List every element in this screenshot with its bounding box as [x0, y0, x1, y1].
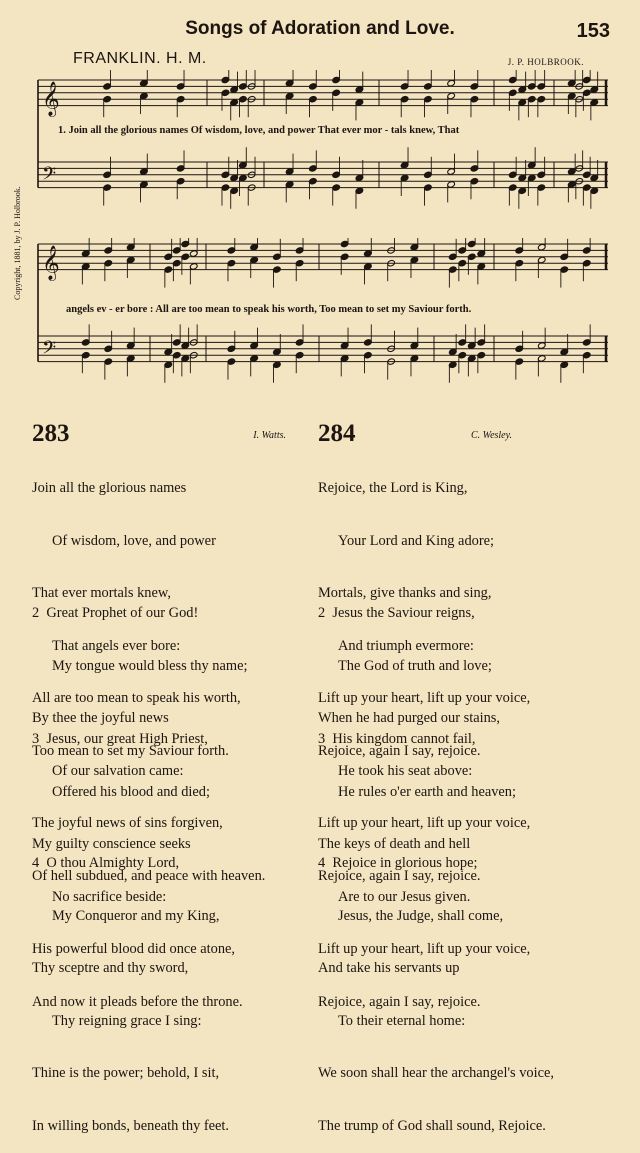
verse-line: In willing bonds, beneath thy feet. — [32, 1117, 230, 1134]
page-title: Songs of Adoration and Love. — [185, 18, 455, 39]
verse-line: The joyful news of sins forgiven, — [32, 815, 223, 831]
verse-line: His powerful blood did once atone, — [32, 941, 236, 957]
music-system-1 — [34, 70, 612, 212]
verse-line: That angels ever bore: — [52, 637, 181, 654]
verse-line: 4 O thou Almighty Lord, — [32, 855, 180, 871]
verse-line: And triumph evermore: — [338, 637, 474, 654]
music-staff-image — [34, 70, 612, 212]
verse-line: 4 Rejoice in glorious hope; — [318, 855, 478, 871]
verse-line: The trump of God shall sound, Rejoice. — [318, 1117, 546, 1134]
verse-line: 2 Jesus the Saviour reigns, — [318, 605, 475, 621]
hymn-283 — [32, 420, 292, 448]
verse-line: Rejoice, again I say, rejoice. — [318, 993, 481, 1010]
hymn-number: 284 — [318, 420, 356, 447]
hymn-author: C. Wesley. — [470, 430, 512, 441]
verse-line: All are too mean to speak his worth, — [32, 690, 241, 706]
lyric-underlay-2: angels ev - er bore : All are too mean to speak his worth, Too mean to set my Saviour forth. — [66, 304, 472, 315]
verse-line: 3 His kingdom cannot fail, — [318, 731, 476, 747]
svg-text:𝄞: 𝄞 — [42, 245, 60, 281]
verse-line: Too mean to set my Saviour forth. — [32, 742, 229, 759]
composer: J. P. HOLBROOK. — [507, 57, 584, 67]
verse-line: 3 Jesus, our great High Priest, — [32, 731, 208, 747]
verse-line: That ever mortals knew, — [32, 585, 171, 601]
copyright-notice: Copyright, 1881, by J. P. Holbrook. — [13, 186, 22, 300]
verse-line: The keys of death and hell — [318, 836, 471, 852]
verse-line: Rejoice, again I say, rejoice. — [318, 867, 481, 884]
verse-line: Thine is the power; behold, I sit, — [32, 1065, 220, 1081]
hymn-number: 283 — [32, 420, 70, 447]
verse-line: Rejoice, the Lord is King, — [318, 480, 468, 496]
svg-text:𝄢: 𝄢 — [42, 164, 57, 190]
verse-line: My Conqueror and my King, — [52, 907, 220, 924]
verse-line: Lift up your heart, lift up your voice, — [318, 941, 531, 957]
verse-line: When he had purged our stains, — [318, 710, 500, 726]
verse-line: Mortals, give thanks and sing, — [318, 585, 492, 601]
tune-name: FRANKLIN. H. M. — [73, 50, 207, 67]
verse-line: Thy sceptre and thy sword, — [32, 960, 189, 976]
hymn-284-verses — [318, 820, 554, 1153]
verse-line: 2 Great Prophet of our God! — [32, 605, 199, 621]
verse-line: He rules o'er earth and heaven; — [338, 783, 516, 800]
verse-line: Lift up your heart, lift up your voice, — [318, 690, 531, 706]
verse-line: Of our salvation came: — [52, 762, 184, 779]
hymn-284 — [318, 420, 518, 448]
verse-line: Jesus, the Judge, shall come, — [338, 907, 504, 924]
verse-line: The God of truth and love; — [338, 657, 492, 674]
verse-line: Your Lord and King adore; — [338, 532, 495, 549]
verse-line: Thy reigning grace I sing: — [52, 1012, 202, 1029]
hymn-author: I. Watts. — [253, 430, 286, 441]
verse-line: My guilty conscience seeks — [32, 836, 191, 852]
verse-line: No sacrifice beside: — [52, 888, 167, 905]
verse-line: Lift up your heart, lift up your voice, — [318, 815, 531, 831]
verse-line: Of wisdom, love, and power — [52, 532, 216, 549]
svg-text:𝄢: 𝄢 — [42, 338, 57, 364]
hymn-283-verses — [32, 820, 229, 1153]
verse-line: Join all the glorious names — [32, 480, 187, 496]
verse-line: To their eternal home: — [338, 1012, 466, 1029]
verse-line: My tongue would bless thy name; — [52, 657, 248, 674]
verse-line: Are to our Jesus given. — [338, 888, 471, 905]
verse-line: Rejoice, again I say, rejoice. — [318, 742, 481, 759]
verse-line: By thee the joyful news — [32, 710, 169, 726]
verse-line: We soon shall hear the archangel's voice, — [318, 1065, 554, 1081]
page-number: 153 — [576, 20, 610, 42]
verse-line: Offered his blood and died; — [52, 783, 210, 800]
verse-line: He took his seat above: — [338, 762, 473, 779]
verse-line: Of hell subdued, and peace with heaven. — [32, 867, 266, 884]
verse-line: And take his servants up — [318, 960, 460, 976]
svg-text:𝄞: 𝄞 — [42, 81, 60, 117]
lyric-underlay-1: 1. Join all the glorious names Of wisdom, love, and power That ever mor - tals knew, That — [58, 125, 460, 136]
verse-line: And now it pleads before the throne. — [32, 993, 243, 1010]
